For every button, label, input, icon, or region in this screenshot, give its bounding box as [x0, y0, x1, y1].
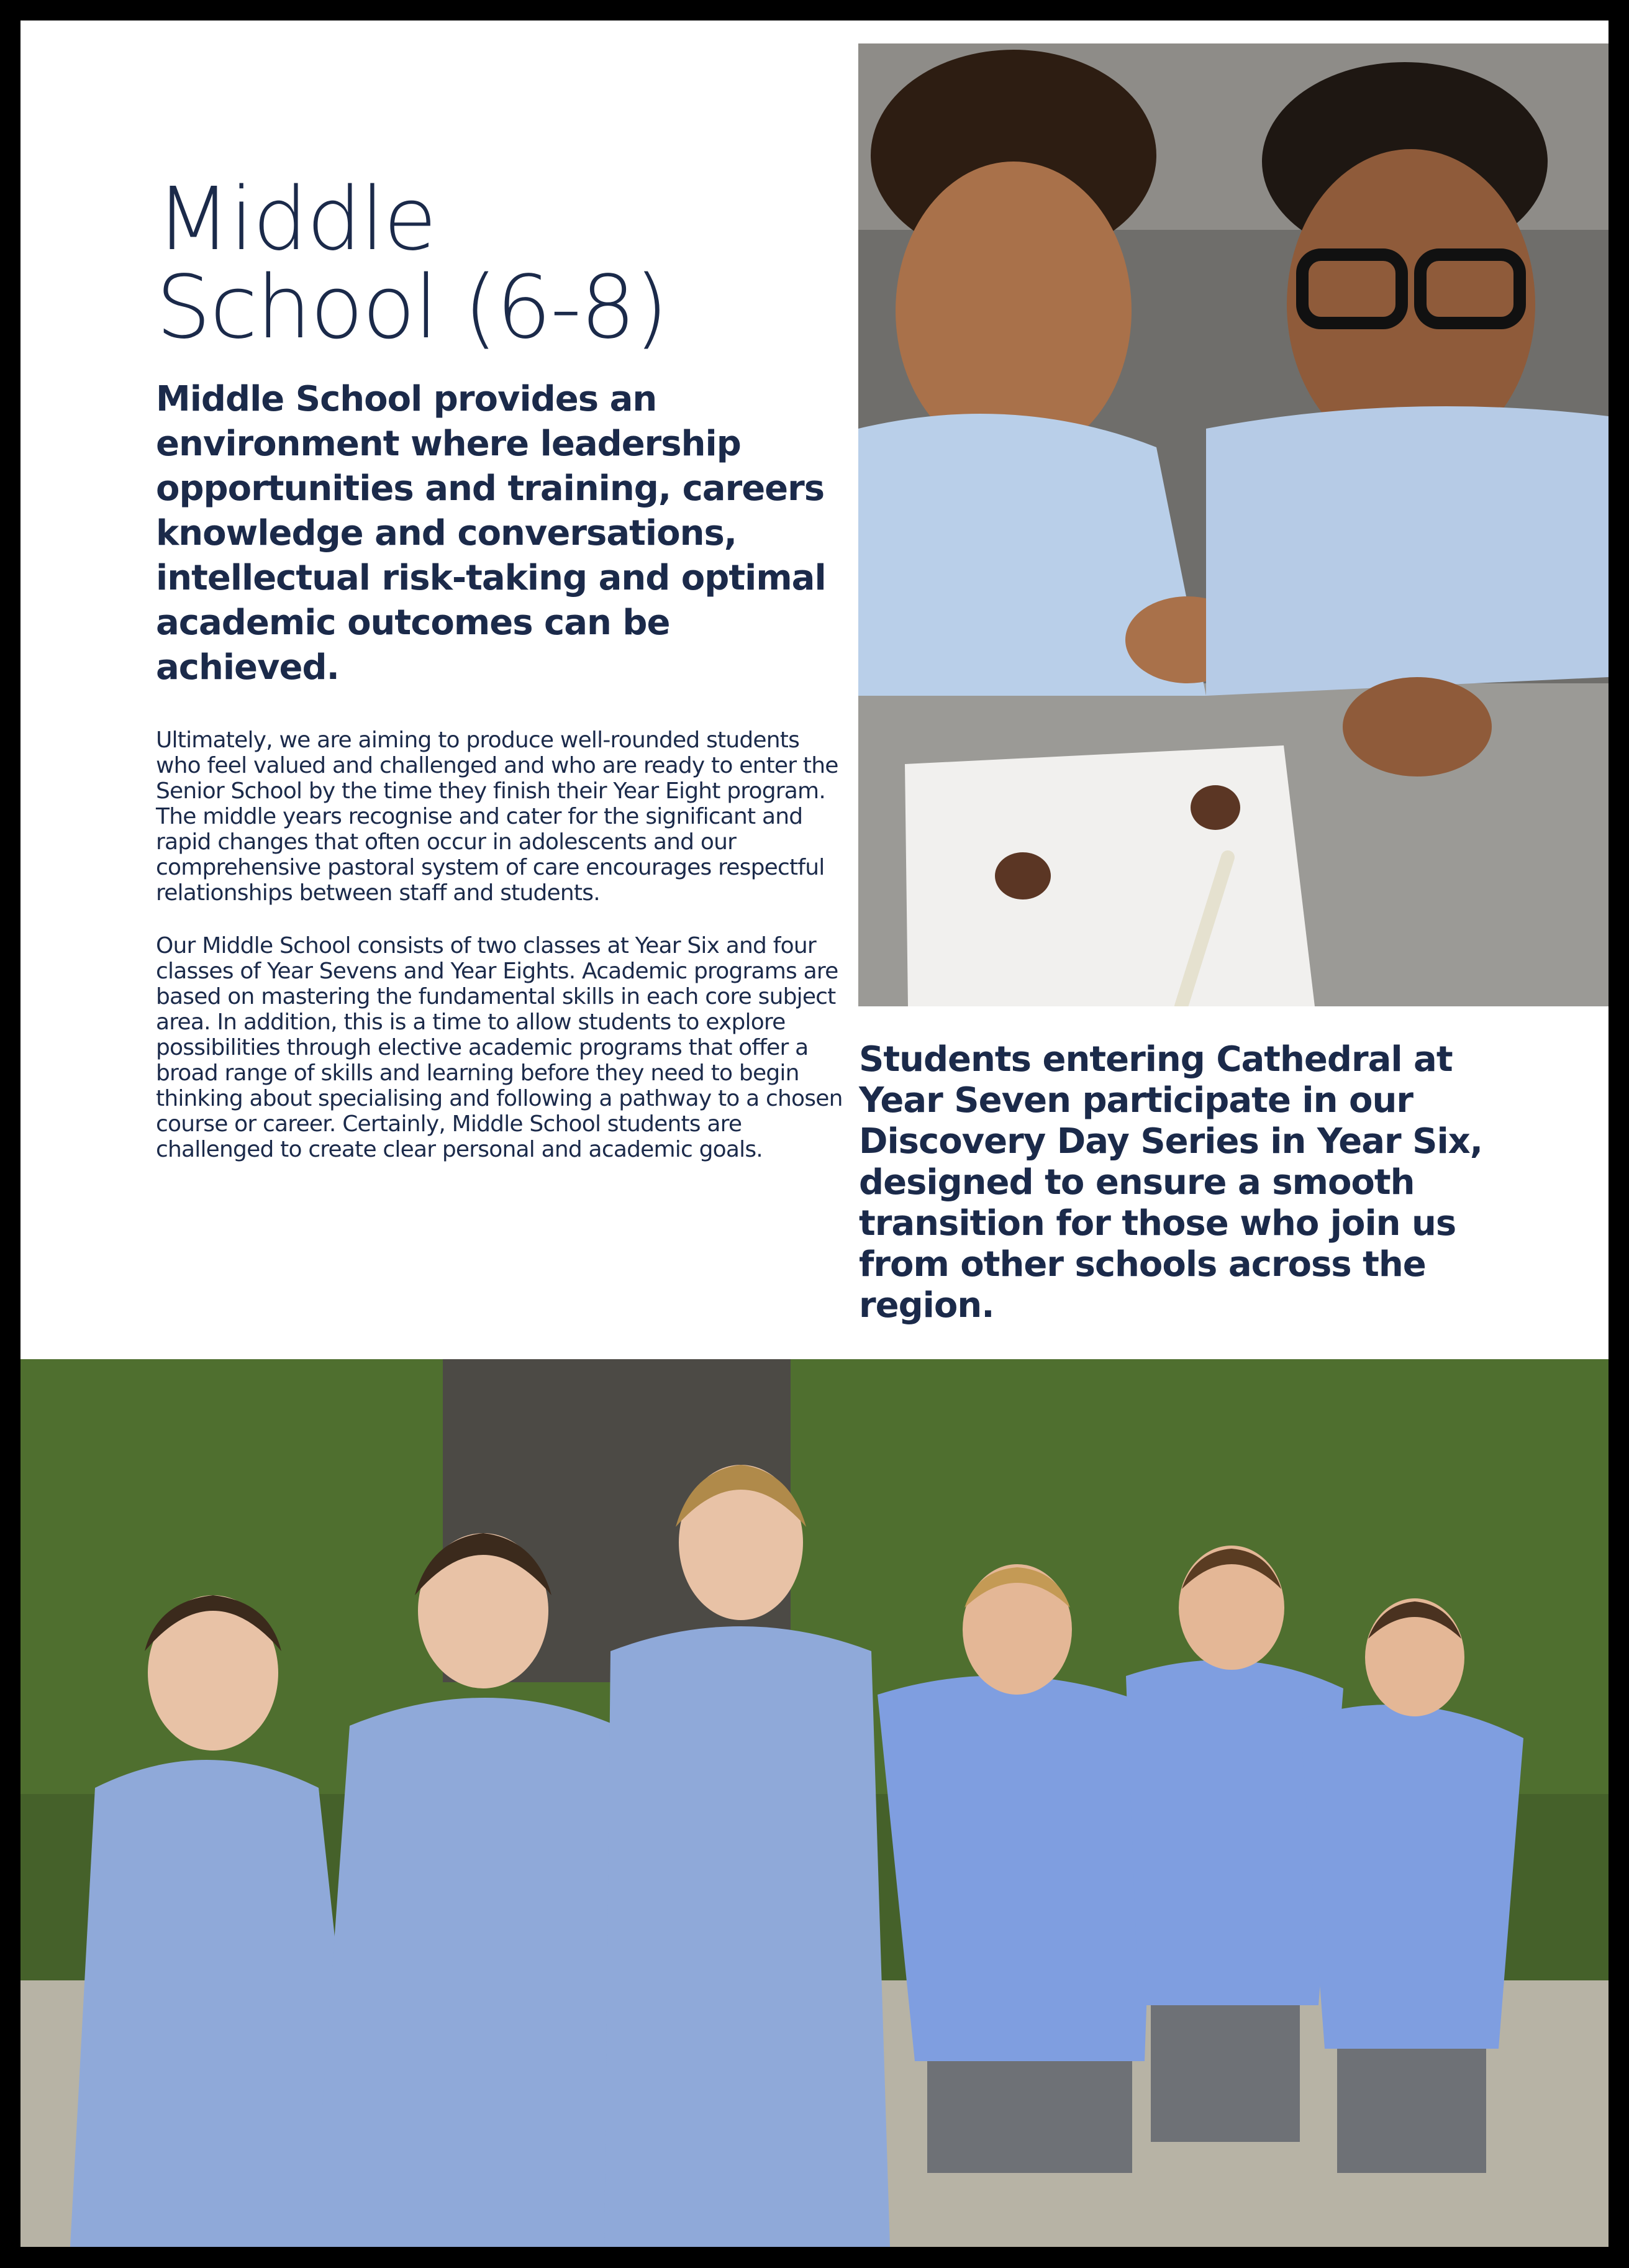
- page-title: [156, 169, 845, 358]
- lead-paragraph: Middle School provides an environment where leadership opportunities and training, careers knowledge and conversations, intellectual risk-taking and optimal academic outcomes can be achieved.: [156, 379, 826, 688]
- group-students-photo: [20, 1359, 1609, 2247]
- discovery-day-callout: Students entering Cathedral at Year Seven participate in our Discovery Day Series in Year Six, designed to ensure a smooth transition for those who join us from other schools across the region.: [859, 1039, 1483, 1326]
- two-students-photo: [858, 43, 1609, 1006]
- two-students-illustration: [858, 43, 1609, 1006]
- title-line-2: School (6-8): [156, 257, 668, 358]
- group-students-illustration: [20, 1359, 1609, 2247]
- main-text-column: [156, 169, 845, 1190]
- body-paragraph-2: Our Middle School consists of two classes at Year Six and four classes of Year Sevens and Year Eights. Academic programs are based on mastering the fundamental skills in each core subject area. In addition, this is a time to allow students to explore possibilities through elective academic programs that offer a broad range of skills and learning before they need to begin thinking about specialising and following a pathway to a chosen course or career. Certainly, Middle School students are challenged to create clear personal and academic goals.: [156, 933, 843, 1162]
- body-paragraph-1: Ultimately, we are aiming to produce well-rounded students who feel valued and challenged and who are ready to enter the Senior School by the time they finish their Year Eight program. The middle years recognise and cater for the significant and rapid changes that often occur in adolescents and our comprehensive pastoral system of care encourages respectful relationships between staff and students.: [156, 727, 838, 906]
- title-line-1: Middle: [156, 169, 436, 270]
- brochure-page: [20, 20, 1609, 2247]
